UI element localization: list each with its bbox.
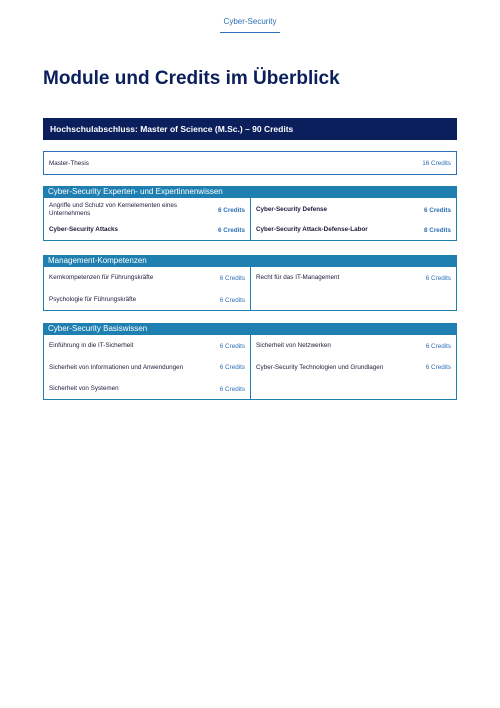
module-credits: 8 Credits xyxy=(424,226,451,234)
module-row xyxy=(251,267,456,289)
thesis-name: Master-Thesis xyxy=(49,159,89,167)
top-divider xyxy=(220,32,280,33)
module-name: Cyber-Security Attack-Defense-Labor xyxy=(256,226,368,233)
module-credits: 6 Credits xyxy=(218,226,245,234)
module-name: Psychologie für Führungskräfte xyxy=(49,296,137,303)
module-credits: 6 Credits xyxy=(219,364,245,371)
module-row xyxy=(251,357,456,378)
module-column-left xyxy=(44,267,250,310)
module-credits: 6 Credits xyxy=(425,274,451,282)
thesis-credits: 16 Credits xyxy=(422,159,451,167)
section-management xyxy=(43,255,457,311)
module-credits: 6 Credits xyxy=(425,364,451,371)
module-row xyxy=(44,335,250,357)
top-label: Cyber-Security xyxy=(223,17,277,26)
module-row xyxy=(44,378,250,400)
module-name: Sicherheit von Netzwerken xyxy=(256,342,331,349)
module-row xyxy=(44,220,250,240)
module-name: Cyber-Security Attacks xyxy=(49,226,119,233)
section-title: Management-Kompetenzen xyxy=(43,255,457,267)
module-column-right xyxy=(250,267,456,310)
module-column-left xyxy=(44,335,250,399)
module-column-right xyxy=(250,198,456,240)
section-title: Cyber-Security Basiswissen xyxy=(43,323,457,335)
module-credits: 6 Credits xyxy=(219,385,245,393)
module-name: Kernkompetenzen für Führungskräfte xyxy=(49,274,154,281)
module-row xyxy=(251,220,456,240)
module-column-left xyxy=(44,198,250,240)
degree-banner: Hochschulabschluss: Master of Science (M.Sc.) – 90 Credits xyxy=(43,118,457,140)
section-basiswissen xyxy=(43,323,457,400)
module-name: Angriffe und Schutz von Kernelementen eines Unternehmens xyxy=(49,202,178,217)
module-row xyxy=(44,357,250,378)
module-row xyxy=(251,198,456,220)
module-name: Cyber-Security Technologien und Grundlagen xyxy=(256,363,384,371)
module-row xyxy=(44,267,250,289)
module-credits: 6 Credits xyxy=(219,342,245,350)
section-title: Cyber-Security Experten- und Expertinnenwissen xyxy=(43,186,457,198)
module-credits: 6 Credits xyxy=(218,206,245,214)
section-body xyxy=(43,335,457,400)
module-name: Recht für das IT-Management xyxy=(256,274,340,281)
section-experten xyxy=(43,186,457,241)
section-body xyxy=(43,198,457,241)
module-credits: 6 Credits xyxy=(219,274,245,282)
module-column-right xyxy=(250,335,456,399)
module-name: Sicherheit von Informationen und Anwendungen xyxy=(49,363,184,371)
module-name: Einführung in die IT-Sicherheit xyxy=(49,342,134,349)
module-row xyxy=(44,289,250,311)
section-body xyxy=(43,267,457,311)
module-row xyxy=(44,198,250,220)
thesis-box xyxy=(43,151,457,175)
module-credits: 6 Credits xyxy=(424,206,451,214)
page-title: Module und Credits im Überblick xyxy=(43,68,340,89)
module-credits: 6 Credits xyxy=(219,296,245,304)
module-name: Cyber-Security Defense xyxy=(256,206,328,213)
module-name: Sicherheit von Systemen xyxy=(49,385,119,392)
module-row xyxy=(251,335,456,357)
module-credits: 6 Credits xyxy=(425,342,451,350)
